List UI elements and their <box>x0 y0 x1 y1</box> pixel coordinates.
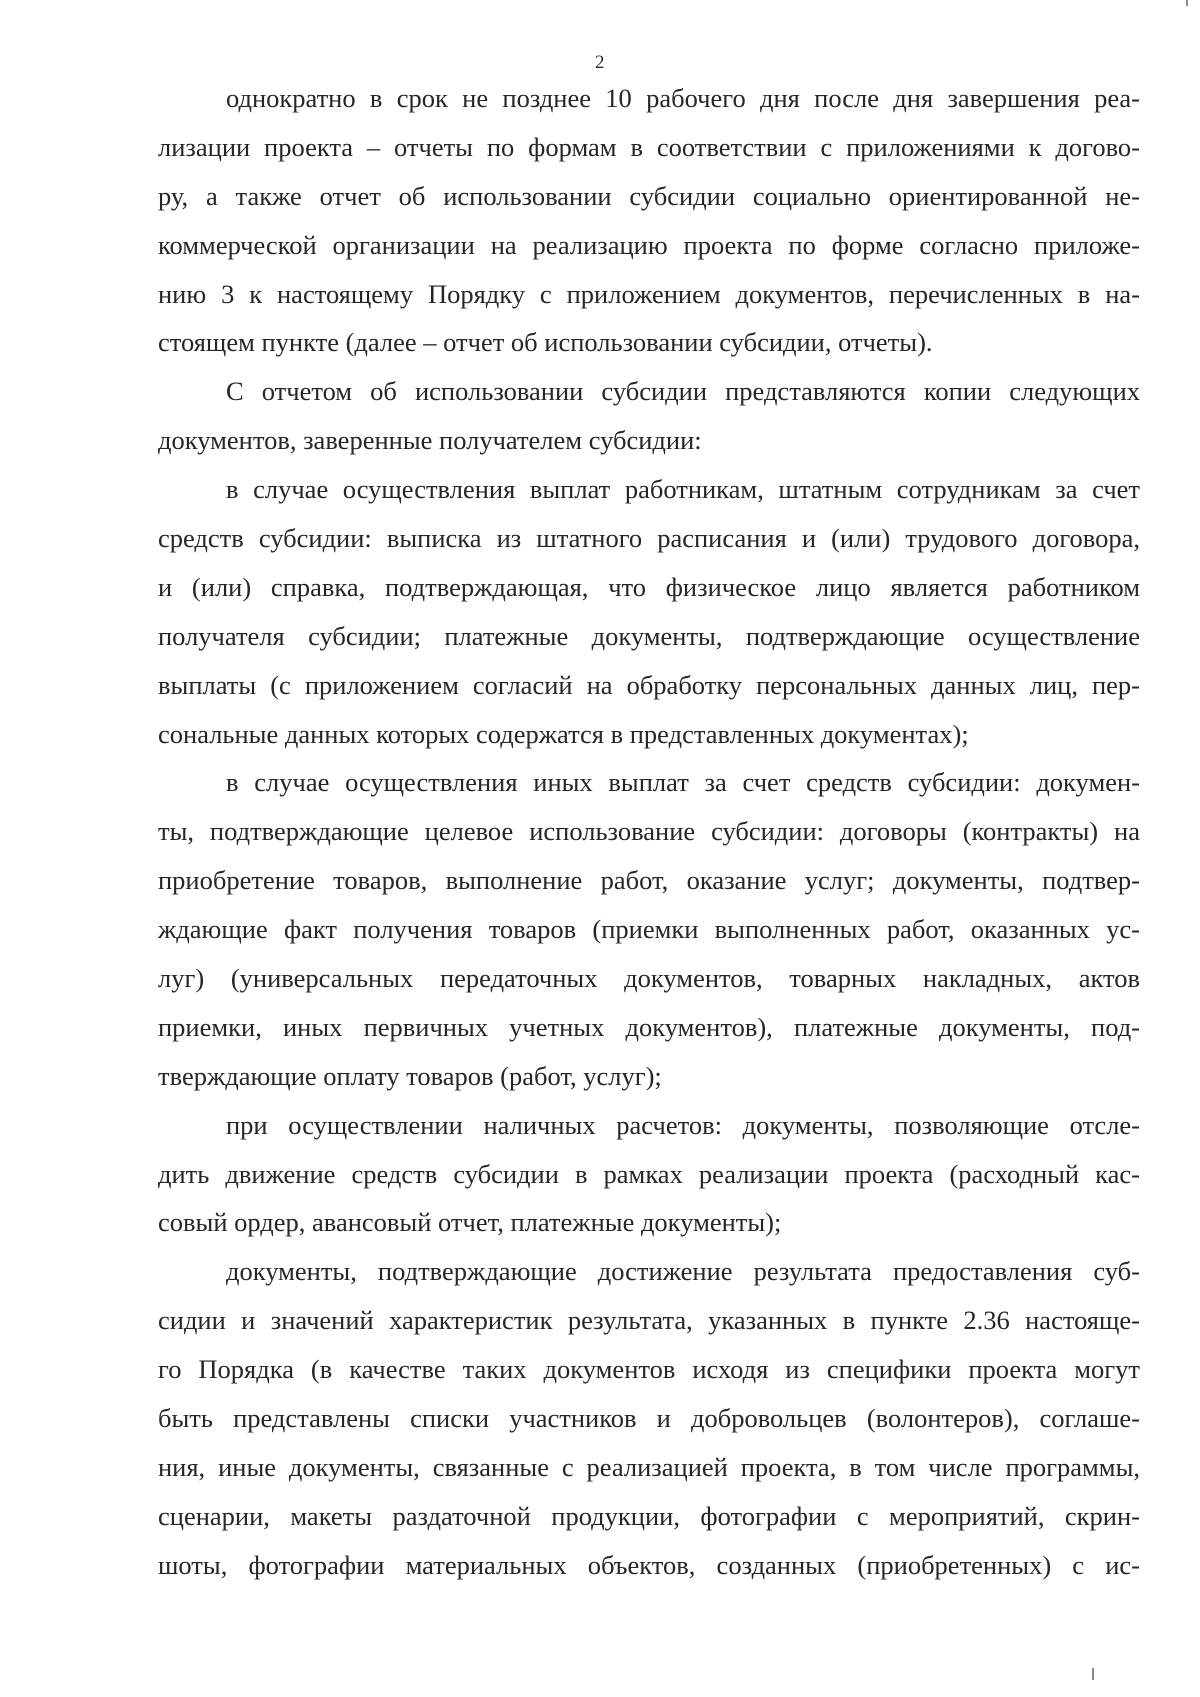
text-line: ждающие факт получения товаров (приемки выполненных работ, оказанных ус- <box>158 914 1140 945</box>
text-line: дить движение средств субсидии в рамках реализации проекта (расходный кас- <box>158 1158 1140 1189</box>
text-line: при осуществлении наличных расчетов: документы, позволяющие отсле- <box>226 1109 1140 1140</box>
text-line: сидии и значений характеристик результата, указанных в пункте 2.36 настояще- <box>158 1305 1140 1336</box>
text-line: лизации проекта – отчеты по формам в соответствии с приложениями к догово- <box>158 131 1140 162</box>
text-line: документов, заверенные получателем субсидии: <box>158 425 702 456</box>
document-body <box>158 74 1140 1590</box>
scan-edge-mark-bottom <box>1092 1668 1094 1680</box>
text-line: в случае осуществления выплат работникам, штатным сотрудникам за счет <box>226 474 1140 505</box>
text-line: шоты, фотографии материальных объектов, созданных (приобретенных) с ис- <box>158 1549 1140 1580</box>
page-number: 2 <box>595 52 605 73</box>
text-line: С отчетом об использовании субсидии представляются копии следующих <box>226 376 1140 407</box>
text-line: в случае осуществления иных выплат за счет средств субсидии: докумен- <box>226 767 1140 798</box>
text-line: ния, иные документы, связанные с реализацией проекта, в том числе программы, <box>158 1451 1140 1482</box>
text-line: тверждающие оплату товаров (работ, услуг); <box>158 1060 662 1091</box>
text-line: приемки, иных первичных учетных документов), платежные документы, под- <box>158 1011 1140 1042</box>
scan-edge-mark-top <box>1186 0 1188 6</box>
text-line: совый ордер, авансовый отчет, платежные документы); <box>158 1207 782 1238</box>
text-line: получателя субсидии; платежные документы, подтверждающие осуществление <box>158 620 1140 651</box>
text-line: го Порядка (в качестве таких документов исходя из специфики проекта могут <box>158 1354 1140 1385</box>
text-line: ты, подтверждающие целевое использование субсидии: договоры (контракты) на <box>158 816 1140 847</box>
text-line: нию 3 к настоящему Порядку с приложением документов, перечисленных в на- <box>158 278 1140 309</box>
text-line: коммерческой организации на реализацию проекта по форме согласно приложе- <box>158 229 1140 260</box>
text-line: документы, подтверждающие достижение результата предоставления суб- <box>226 1256 1140 1287</box>
text-line: сональные данных которых содержатся в представленных документах); <box>158 718 969 749</box>
text-line: выплаты (с приложением согласий на обработку персональных данных лиц, пер- <box>158 669 1140 700</box>
text-line: и (или) справка, подтверждающая, что физическое лицо является работником <box>158 571 1140 602</box>
text-line: стоящем пункте (далее – отчет об использовании субсидии, отчеты). <box>158 327 933 358</box>
text-line: луг) (универсальных передаточных документов, товарных накладных, актов <box>158 963 1140 994</box>
text-line: однократно в срок не позднее 10 рабочего дня после дня завершения реа- <box>226 83 1140 113</box>
text-line: приобретение товаров, выполнение работ, оказание услуг; документы, подтвер- <box>158 865 1140 896</box>
text-line: средств субсидии: выписка из штатного расписания и (или) трудового договора, <box>158 523 1140 554</box>
text-line: быть представлены списки участников и добровольцев (волонтеров), соглаше- <box>158 1403 1140 1434</box>
text-line: ру, а также отчет об использовании субсидии социально ориентированной не- <box>158 180 1140 211</box>
text-line: сценарии, макеты раздаточной продукции, фотографии с мероприятий, скрин- <box>158 1500 1140 1531</box>
